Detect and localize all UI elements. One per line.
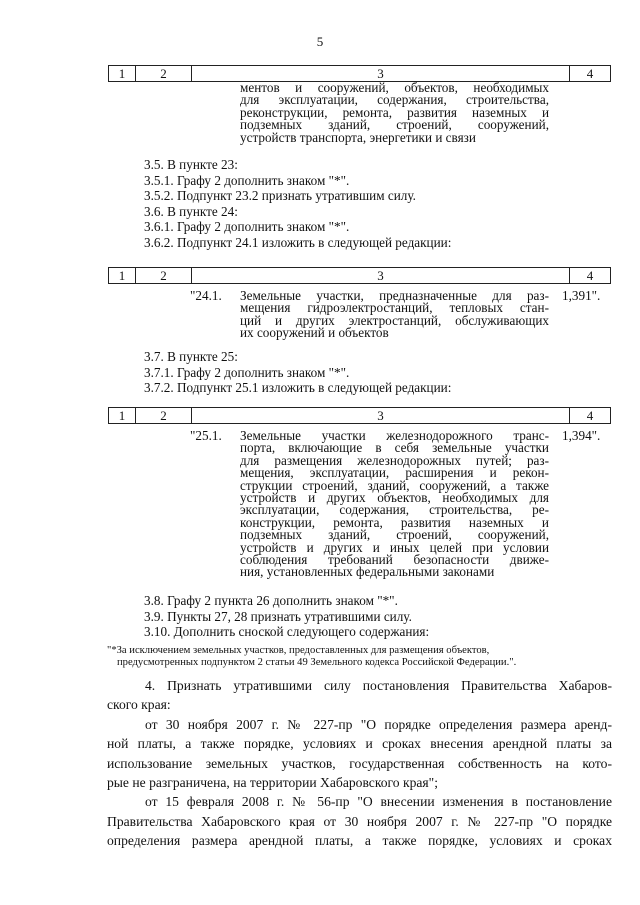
amendment-list-a: 3.5. В пункте 23: 3.5.1. Графу 2 дополнить знаком "*". 3.5.2. Подпункт 23.2 признать утратившим силу. 3.6. В пункте 24: 3.6.1. Графу 2 дополнить знаком "*". 3.6.2. Подпункт 24.1 изложить в следующей редакции: <box>144 157 452 250</box>
row-25-text: Земельные участки железнодорожного транс- порта, включающие в себя земельные участки для размещения железнодорожных путей; раз- мещения, эксплуатации, расширения и рекон- струкции строений, зданий, сооружений, а также устройств и других объектов, необходимых для эксплуатации, содержания, строительства, ре- конструкции, ремонта, развития наземных и подземных зданий, строений, сооружений, устройств и других и иных целей при условии соблюдения требований безопасности движе- ния, установленных федеральными законами <box>240 428 549 580</box>
row-25-value: 1,394". <box>562 428 601 443</box>
col-2-header: 2 <box>160 268 167 283</box>
continued-row-text: ментов и сооружений, объектов, необходимых для эксплуатации, содержания, строительства, реконструкции, ремонта, развития наземных и подземных зданий, строений, сооружений, устройств транспорта, энергетики и связи <box>240 80 549 145</box>
page-number: 5 <box>316 34 324 49</box>
col-1-header: 1 <box>118 408 126 423</box>
col-2-header: 2 <box>160 66 167 81</box>
col-3-header: 3 <box>377 408 384 423</box>
row-24-value: 1,391". <box>562 288 601 303</box>
footnote-text: "*За исключением земельных участков, предоставленных для размещения объектов, предусмотренных подпунктом 2 статьи 49 Земельного кодекса Российской Федерации.". <box>107 645 517 668</box>
col-1-header: 1 <box>118 268 126 283</box>
col-4-header: 4 <box>586 268 594 283</box>
col-4-header: 4 <box>586 408 594 423</box>
col-3-header: 3 <box>377 268 384 283</box>
row-25-number: "25.1. <box>190 428 222 443</box>
col-1-header: 1 <box>118 66 126 81</box>
col-2-header: 2 <box>160 408 167 423</box>
amendment-list-c: 3.8. Графу 2 пункта 26 дополнить знаком "*". 3.9. Пункты 27, 28 признать утратившими силу. 3.10. Дополнить сноской следующего содержания: <box>144 593 430 639</box>
col-4-header: 4 <box>586 66 594 81</box>
table-header-row-3 <box>108 407 611 424</box>
row-24-number: "24.1. <box>190 288 222 303</box>
table-header-row-2 <box>108 267 611 284</box>
body-paragraph-4: 4. Признать утратившими силу постановления Правительства Хабаров- ского края: от 30 ноября 2007 г. № 227-пр "О порядке определения размера аренд- ной платы, а также порядке, условиях и сроках внесения арендной платы за использование земельных участков, государственная собственность на кото- рые не разграничена, на территории Хабаровского края"; от 15 февраля 2008 г. № 56-пр "О внесении изменения в постановление Правительства Хабаровского края от 30 ноября 2007 г. № 227-пр "О порядке определения размера арендной платы, а также порядке, условиях и сроках <box>107 678 612 849</box>
amendment-list-b: 3.7. В пункте 25: 3.7.1. Графу 2 дополнить знаком "*". 3.7.2. Подпункт 25.1 изложить в следующей редакции: <box>144 349 452 395</box>
row-24-text: Земельные участки, предназначенные для раз- мещения гидроэлектростанций, тепловых стан- ций и других электростанций, обслуживающих их сооружений и объектов <box>240 288 549 341</box>
col-3-header: 3 <box>377 66 384 81</box>
